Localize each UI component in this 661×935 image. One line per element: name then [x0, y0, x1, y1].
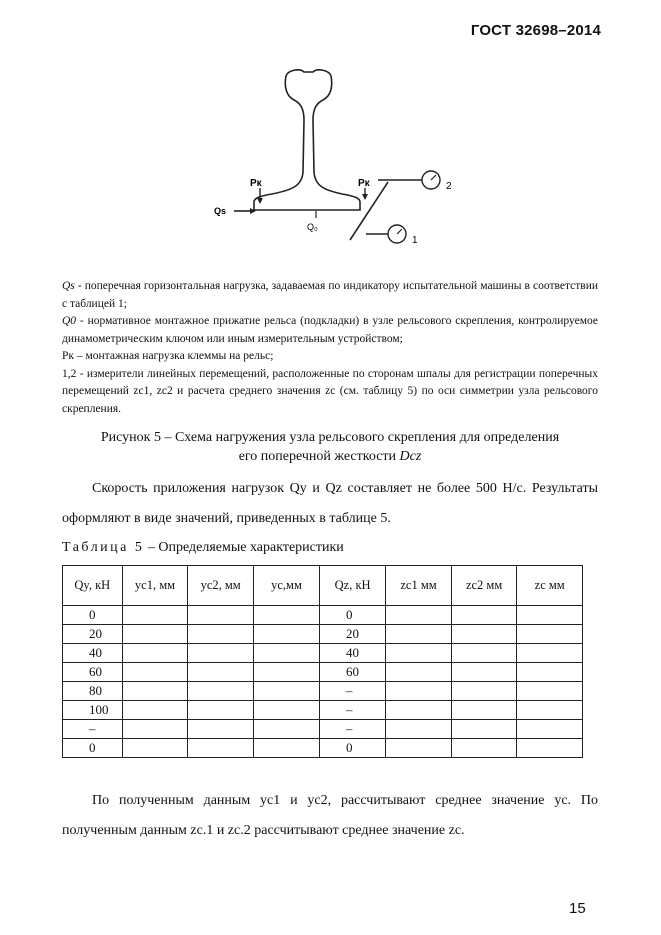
label-gauge-2: 2 [446, 181, 452, 192]
legend-pk: Рк – монтажная нагрузка клеммы на рельс; [62, 350, 274, 362]
table-row: 100 – [63, 701, 583, 720]
table-row: 60 60 [63, 663, 583, 682]
table-header-row [63, 566, 583, 606]
document-header: ГОСТ 32698–2014 [470, 22, 601, 39]
legend-gauges: 1,2 - измерители линейных перемещений, расположенные по сторонам шпалы для регистрации поперечных перемещений zc1, zc2 и расчета среднего значения zc (см. таблицу 5) по оси симметрии узла рельсового скрепления. [62, 367, 598, 415]
average-paragraph: По полученным данным yc1 и yc2, рассчитывают среднее значение yc. По полученным данным zc.1 и zc.2 рассчитывают среднее значение zc. [62, 793, 598, 838]
label-pk-left: Рк [250, 178, 262, 189]
figure-caption [62, 428, 598, 466]
characteristics-table [62, 565, 583, 758]
table-title: Таблица 5 – Определяемые характеристики [62, 540, 344, 555]
table-row: 20 20 [63, 625, 583, 644]
col-yc2: yc2, мм [188, 566, 254, 606]
speed-paragraph: Скорость приложения нагрузок Qy и Qz составляет не более 500 Н/с. Результаты оформляют в виде значений, приведенных в таблице 5. [62, 481, 598, 526]
table-row: 0 0 [63, 739, 583, 758]
label-gauge-1: 1 [412, 235, 418, 246]
caption-line-2: его поперечной жесткости Dcz [238, 449, 422, 464]
col-yc: yc,мм [254, 566, 320, 606]
label-pk-right: Рк [358, 178, 370, 189]
col-yc1: yc1, мм [122, 566, 188, 606]
caption-line-1: Рисунок 5 – Схема нагружения узла рельсового скрепления для определения [100, 430, 560, 445]
col-qz: Qz, кН [320, 566, 386, 606]
figure-legend [62, 278, 598, 418]
rail-loading-diagram [200, 62, 470, 262]
col-zc1: zc1 мм [386, 566, 452, 606]
col-qy: Qy, кН [63, 566, 123, 606]
label-q0: Q₀ [307, 222, 318, 232]
table-row: 80 – [63, 682, 583, 701]
page-number: 15 [569, 900, 586, 917]
table-row: 40 40 [63, 644, 583, 663]
label-qs: Qs [214, 206, 227, 216]
table-row: – – [63, 720, 583, 739]
legend-qs: Qs - поперечная горизонтальная нагрузка, задаваемая по индикатору испытательной машины в соответствии с таблицей 1; [62, 280, 598, 310]
col-zc2: zc2 мм [451, 566, 517, 606]
rail-profile [254, 70, 360, 210]
col-zc: zc мм [517, 566, 583, 606]
table-row: 0 0 [63, 606, 583, 625]
legend-q0: Q0 - нормативное монтажное прижатие рельса (подкладки) в узле рельсового скрепления, контролируемое динамометрическим ключом или иным измерительным устройством; [62, 315, 598, 345]
